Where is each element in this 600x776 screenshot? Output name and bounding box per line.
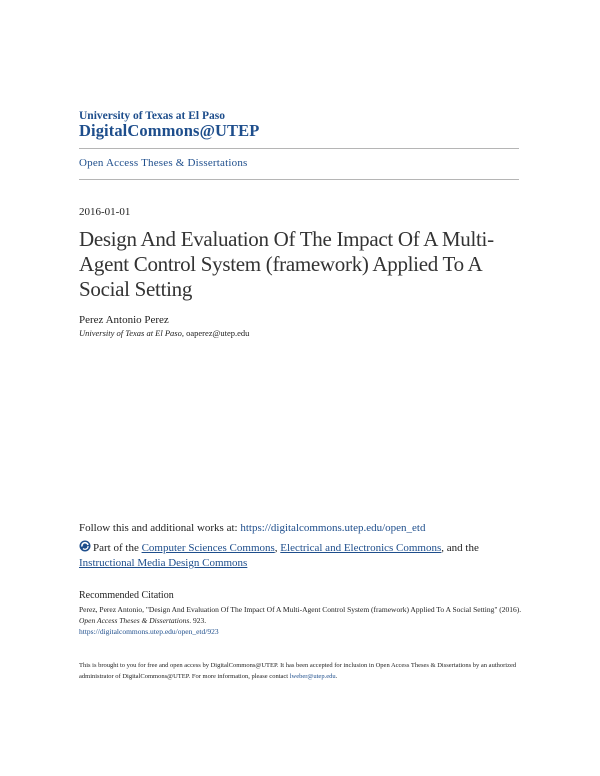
footer-end: .	[335, 673, 338, 680]
recommended-citation-heading: Recommended Citation	[79, 590, 174, 601]
citation-italic: Open Access Theses & Dissertations	[79, 616, 190, 625]
footer-text: This is brought to you for free and open access by DigitalCommons@UTEP. It has been accepted for inclusion in Open Access Theses & Dissertations by an authorized administrator of DigitalCommons@UTEP. For more information, please contact	[79, 662, 517, 680]
follow-line	[79, 522, 425, 534]
author-name: Perez Antonio Perez	[79, 314, 169, 326]
part-of-prefix: Part of the	[93, 542, 142, 554]
citation-end: . 923.	[189, 616, 207, 625]
institution-name[interactable]: University of Texas at El Paso	[79, 110, 225, 122]
instructional-media-design-commons-link[interactable]: Instructional Media Design Commons	[79, 557, 248, 569]
follow-url-link[interactable]: https://digitalcommons.utep.edu/open_etd	[240, 522, 426, 534]
bepress-commons-icon	[79, 540, 91, 552]
part-of-line	[79, 540, 519, 571]
citation-text	[79, 604, 524, 637]
repository-name[interactable]: DigitalCommons@UTEP	[79, 121, 260, 140]
header-divider-top	[79, 148, 519, 149]
part-of-separator-1: ,	[274, 542, 281, 554]
electrical-electronics-commons-link[interactable]: Electrical and Electronics Commons	[280, 542, 442, 554]
footer-notice	[79, 660, 524, 682]
part-of-separator-2: , and the	[441, 542, 479, 554]
author-affiliation	[79, 328, 249, 338]
collection-link[interactable]: Open Access Theses & Dissertations	[79, 157, 248, 169]
follow-text: Follow this and additional works at:	[79, 522, 241, 534]
header-divider-bottom	[79, 179, 519, 180]
document-title: Design And Evaluation Of The Impact Of A Multi-Agent Control System (framework) Applied To A Social Setting	[79, 227, 494, 301]
affiliation-institution: University of Texas at El Paso	[79, 328, 182, 338]
citation-main: Perez, Perez Antonio, "Design And Evaluation Of The Impact Of A Multi-Agent Control System (framework) Applied To A Social Setting" (2016).	[79, 605, 522, 614]
computer-sciences-commons-link[interactable]: Computer Sciences Commons	[141, 542, 275, 554]
publication-date: 2016-01-01	[79, 206, 131, 218]
citation-url-link[interactable]: https://digitalcommons.utep.edu/open_etd/923	[79, 627, 219, 636]
affiliation-email: , oaperez@utep.edu	[181, 328, 250, 338]
contact-email-link[interactable]: lweber@utep.edu	[289, 673, 336, 680]
